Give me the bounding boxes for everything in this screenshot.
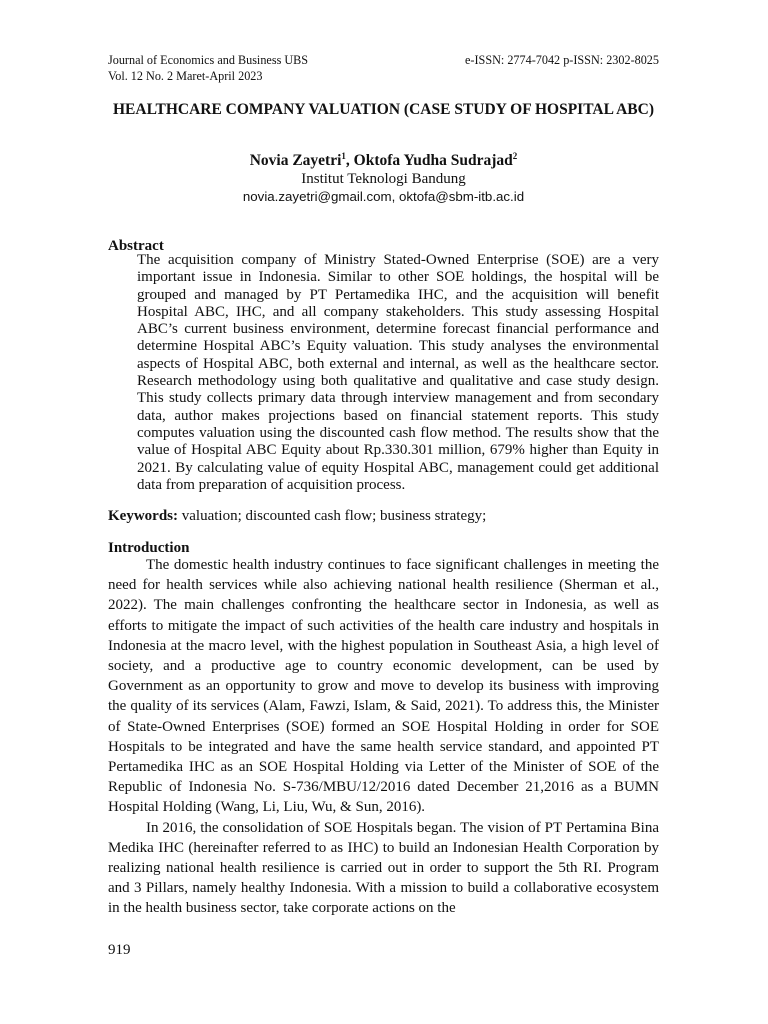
intro-paragraph-1: The domestic health industry continues to face significant challenges in meeting the need for health services while also achieving national health resilience (Sherman et al., 2022). The main challenges confronting the healthcare sector in Indonesia, as well as efforts to mitigate the impact of such activities of the health care industry and hospitals in Indonesia at the macro level, with the highest population in Southeast Asia, a high level of society, and a productive age to country economic development, can be used by Government as an opportunity to grow and move to develop its business with improving the quality of its services (Alam, Fawzi, Islam, & Said, 2021). To address this, the Minister of State-Owned Enterprises (SOE) formed an SOE Hospital Holding in order for SOE Hospitals to be integrated and have the same health service standard, and appointed PT Pertamedika IHC as an SOE Hospital Holding via Letter of the Minister of SOE of the Republic of Indonesia No. S-736/MBU/12/2016 dated December 21,2016 as a BUMN Hospital Holding (Wang, Li, Liu, Wu, & Sun, 2016). [108, 557, 659, 816]
author-separator: , [345, 152, 354, 169]
authors [108, 151, 659, 170]
journal-name: Journal of Economics and Business UBS [108, 53, 309, 67]
author-1-sup: 1 [341, 150, 346, 161]
keywords-label: Keywords: [108, 508, 178, 524]
introduction-body [108, 555, 659, 919]
intro-paragraph-2: In 2016, the consolidation of SOE Hospitals began. The vision of PT Pertamina Bina Medika IHC (hereinafter referred to as IHC) to build an Indonesian Health Corporation by realizing national health resilience is carried out in order to support the 5th RI. Program and 3 Pillars, namely healthy Indonesia. With a mission to build a collaborative ecosystem in the health business sector, take corporate actions on the [108, 819, 659, 917]
running-header [108, 52, 659, 84]
issn: e-ISSN: 2774-7042 p-ISSN: 2302-8025 [465, 53, 659, 67]
keywords [108, 507, 659, 525]
affiliation: Institut Teknologi Bandung [301, 171, 466, 187]
abstract-text: The acquisition company of Ministry Stated-Owned Enterprise (SOE) are a very important issue in Indonesia. Similar to other SOE holdings, the hospital will be grouped and managed by PT Pertamedika IHC, and the acquisition will benefit Hospital ABC, IHC, and all company stakeholders. This study assessing Hospital ABC’s current business environment, determine forecast financial performance and determine Hospital ABC’s Equity valuation. This study analyses the environmental aspects of Hospital ABC, both external and internal, as well as the healthcare sector. Research methodology using both qualitative and qualitative and case study design. This study collects primary data through interview management and from secondary data, author makes projections based on financial statement reports. This study computes valuation using the discounted cash flow method. The results show that the value of Hospital ABC Equity about Rp.330.301 million, 679% higher than Equity in 2021. By calculating value of equity Hospital ABC, management could get additional data from preparation of acquisition process. [137, 252, 659, 493]
author-2: Oktofa Yudha Sudrajad [353, 152, 513, 169]
introduction-heading: Introduction [108, 540, 190, 556]
journal-volume: Vol. 12 No. 2 Maret-April 2023 [108, 69, 263, 83]
paper-title: HEALTHCARE COMPANY VALUATION (CASE STUDY OF HOSPITAL ABC) [112, 101, 654, 118]
keywords-text: valuation; discounted cash flow; business strategy; [178, 508, 487, 524]
author-2-sup: 2 [512, 150, 518, 161]
author-emails: novia.zayetri@gmail.com, oktofa@sbm-itb.ac.id [242, 189, 525, 204]
page-number: 919 [108, 942, 131, 958]
author-1: Novia Zayetri [249, 152, 342, 169]
abstract-heading: Abstract [108, 238, 164, 254]
